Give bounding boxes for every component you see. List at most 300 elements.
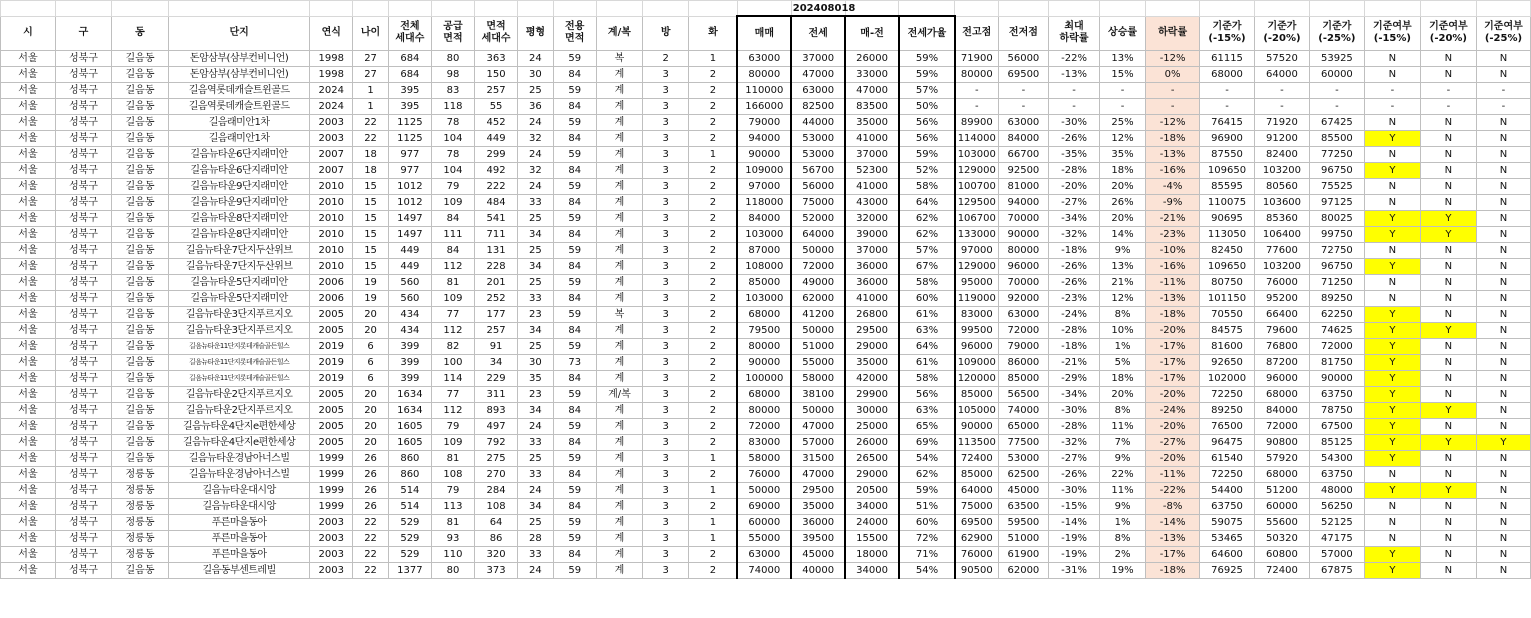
table-cell[interactable]: 76500 — [1200, 419, 1255, 435]
table-cell[interactable]: 72000 — [737, 419, 791, 435]
table-cell[interactable]: - — [1049, 99, 1100, 115]
table-cell[interactable]: 계 — [596, 179, 642, 195]
table-cell[interactable]: 83 — [431, 83, 474, 99]
table-cell[interactable]: 35000 — [845, 115, 899, 131]
table-cell[interactable]: 228 — [475, 259, 518, 275]
table-cell[interactable]: 성북구 — [55, 131, 111, 147]
table-cell[interactable]: N — [1364, 275, 1420, 291]
table-cell[interactable]: 2 — [689, 243, 737, 259]
table-cell[interactable]: 79000 — [998, 339, 1049, 355]
table-cell[interactable]: 84 — [553, 67, 596, 83]
table-cell[interactable]: 성북구 — [55, 387, 111, 403]
table-cell[interactable]: 67% — [899, 259, 955, 275]
table-cell[interactable]: -10% — [1146, 243, 1200, 259]
table-cell[interactable]: 3 — [643, 563, 689, 579]
table-cell[interactable]: 52% — [899, 163, 955, 179]
table-cell[interactable]: 1125 — [388, 115, 431, 131]
table-cell[interactable]: 1634 — [388, 387, 431, 403]
table-cell[interactable]: 33000 — [845, 67, 899, 83]
table-cell[interactable]: 서울 — [1, 147, 56, 163]
table-cell[interactable]: 43000 — [845, 195, 899, 211]
table-cell[interactable]: 길음동 — [111, 323, 168, 339]
table-cell[interactable]: 복 — [596, 307, 642, 323]
table-cell[interactable]: N — [1476, 355, 1530, 371]
table-cell[interactable]: 1 — [353, 83, 389, 99]
table-cell[interactable]: Y — [1364, 355, 1420, 371]
table-cell[interactable]: 서울 — [1, 451, 56, 467]
table-cell[interactable]: 35000 — [791, 499, 845, 515]
table-cell[interactable]: -22% — [1049, 51, 1100, 67]
table-cell[interactable]: 81600 — [1200, 339, 1255, 355]
table-cell[interactable]: 79600 — [1254, 323, 1309, 339]
table-cell[interactable]: 3 — [643, 67, 689, 83]
table-cell[interactable]: 72000 — [1309, 339, 1364, 355]
table-cell[interactable]: 6 — [353, 371, 389, 387]
table-cell[interactable]: 70000 — [998, 275, 1049, 291]
table-cell[interactable]: 33 — [518, 467, 554, 483]
table-cell[interactable]: 492 — [475, 163, 518, 179]
table-cell[interactable]: 19 — [353, 275, 389, 291]
table-cell[interactable]: 1 — [689, 483, 737, 499]
table-cell[interactable]: 80025 — [1309, 211, 1364, 227]
table-cell[interactable]: 399 — [388, 339, 431, 355]
complex-name-cell[interactable]: 길음뉴타운11단지롯데캐슬골든힐스 — [169, 371, 310, 387]
table-cell[interactable]: 63000 — [998, 115, 1049, 131]
table-cell[interactable]: -18% — [1146, 563, 1200, 579]
table-cell[interactable]: 75000 — [791, 195, 845, 211]
complex-name-cell[interactable]: 길음뉴타운7단지두산위브 — [169, 243, 310, 259]
table-cell[interactable]: 서울 — [1, 355, 56, 371]
table-cell[interactable]: 64000 — [791, 227, 845, 243]
table-cell[interactable]: 112 — [431, 259, 474, 275]
table-cell[interactable]: 83000 — [737, 435, 791, 451]
complex-name-cell[interactable]: 길음뉴타운11단지롯데캐슬골든힐스 — [169, 339, 310, 355]
table-cell[interactable]: 60% — [899, 515, 955, 531]
table-cell[interactable]: 1605 — [388, 419, 431, 435]
table-cell[interactable]: 12% — [1099, 291, 1145, 307]
table-cell[interactable]: 15 — [353, 227, 389, 243]
table-cell[interactable]: 84 — [553, 371, 596, 387]
complex-name-cell[interactable]: 길음뉴타운11단지롯데캐슬골든힐스 — [169, 355, 310, 371]
table-cell[interactable]: 129000 — [955, 163, 998, 179]
table-cell[interactable]: 118000 — [737, 195, 791, 211]
table-cell[interactable]: 514 — [388, 483, 431, 499]
table-cell[interactable]: 20 — [353, 323, 389, 339]
table-cell[interactable]: 529 — [388, 531, 431, 547]
table-cell[interactable]: 길음동 — [111, 291, 168, 307]
table-cell[interactable]: 45000 — [998, 483, 1049, 499]
table-cell[interactable]: N — [1364, 499, 1420, 515]
table-cell[interactable]: 정릉동 — [111, 515, 168, 531]
table-cell[interactable]: Y — [1420, 211, 1476, 227]
table-cell[interactable]: 서울 — [1, 115, 56, 131]
table-cell[interactable]: 13% — [1099, 51, 1145, 67]
table-cell[interactable]: N — [1476, 131, 1530, 147]
table-cell[interactable]: - — [1420, 83, 1476, 99]
table-cell[interactable]: 3 — [643, 195, 689, 211]
table-cell[interactable]: 성북구 — [55, 355, 111, 371]
table-cell[interactable]: 33 — [518, 195, 554, 211]
column-header[interactable]: 상승률 — [1099, 16, 1145, 51]
table-cell[interactable]: -20% — [1146, 451, 1200, 467]
table-cell[interactable]: 87550 — [1200, 147, 1255, 163]
blank-cell[interactable] — [899, 1, 955, 17]
complex-name-cell[interactable]: 길음뉴타운9단지래미안 — [169, 179, 310, 195]
table-cell[interactable]: N — [1476, 515, 1530, 531]
table-cell[interactable]: 서울 — [1, 323, 56, 339]
table-cell[interactable]: 정릉동 — [111, 467, 168, 483]
blank-cell[interactable] — [1476, 1, 1530, 17]
table-cell[interactable]: 계 — [596, 467, 642, 483]
table-cell[interactable]: 62250 — [1309, 307, 1364, 323]
table-cell[interactable]: 82450 — [1200, 243, 1255, 259]
table-cell[interactable]: 860 — [388, 467, 431, 483]
table-cell[interactable]: 35 — [518, 371, 554, 387]
table-cell[interactable]: 87200 — [1254, 355, 1309, 371]
complex-name-cell[interactable]: 길음뉴타운4단지e편한세상 — [169, 419, 310, 435]
table-cell[interactable]: 25 — [518, 339, 554, 355]
table-cell[interactable]: N — [1420, 467, 1476, 483]
table-cell[interactable]: 2 — [689, 339, 737, 355]
table-cell[interactable]: 177 — [475, 307, 518, 323]
table-cell[interactable]: 1999 — [310, 483, 353, 499]
table-cell[interactable]: 83000 — [955, 307, 998, 323]
table-cell[interactable]: 63% — [899, 403, 955, 419]
table-cell[interactable]: N — [1420, 67, 1476, 83]
table-cell[interactable]: 길음동 — [111, 99, 168, 115]
table-cell[interactable]: 55600 — [1254, 515, 1309, 531]
table-cell[interactable]: 성북구 — [55, 499, 111, 515]
table-cell[interactable]: 100 — [431, 355, 474, 371]
blank-cell[interactable] — [1254, 1, 1309, 17]
table-cell[interactable]: 76800 — [1254, 339, 1309, 355]
table-cell[interactable]: 111 — [431, 227, 474, 243]
table-cell[interactable]: 72750 — [1309, 243, 1364, 259]
table-cell[interactable]: 20% — [1099, 179, 1145, 195]
table-cell[interactable]: 34 — [518, 259, 554, 275]
table-cell[interactable]: 2 — [689, 387, 737, 403]
table-cell[interactable]: 2 — [689, 195, 737, 211]
table-cell[interactable]: 61115 — [1200, 51, 1255, 67]
table-cell[interactable]: 55000 — [791, 355, 845, 371]
table-cell[interactable]: 270 — [475, 467, 518, 483]
table-cell[interactable]: 129500 — [955, 195, 998, 211]
table-cell[interactable]: N — [1364, 243, 1420, 259]
table-cell[interactable]: 71900 — [955, 51, 998, 67]
blank-cell[interactable] — [1099, 1, 1145, 17]
column-header[interactable]: 기준가 (-20%) — [1254, 16, 1309, 51]
table-cell[interactable]: 72000 — [1254, 419, 1309, 435]
table-cell[interactable]: 성북구 — [55, 531, 111, 547]
table-cell[interactable]: 77250 — [1309, 147, 1364, 163]
table-cell[interactable]: 1 — [689, 531, 737, 547]
table-cell[interactable]: 257 — [475, 323, 518, 339]
table-cell[interactable]: 26000 — [845, 51, 899, 67]
table-cell[interactable]: 길음동 — [111, 563, 168, 579]
table-cell[interactable]: 성북구 — [55, 483, 111, 499]
table-cell[interactable]: 2019 — [310, 355, 353, 371]
table-cell[interactable]: 23 — [518, 387, 554, 403]
table-cell[interactable]: 85000 — [737, 275, 791, 291]
table-cell[interactable]: 90000 — [955, 419, 998, 435]
table-cell[interactable]: 53465 — [1200, 531, 1255, 547]
table-cell[interactable]: 71250 — [1309, 275, 1364, 291]
column-header[interactable]: 매매 — [737, 16, 791, 51]
complex-name-cell[interactable]: 푸른마을동아 — [169, 531, 310, 547]
table-cell[interactable]: 792 — [475, 435, 518, 451]
table-cell[interactable]: 60000 — [1254, 499, 1309, 515]
table-cell[interactable]: 72400 — [955, 451, 998, 467]
table-cell[interactable]: -18% — [1049, 339, 1100, 355]
table-cell[interactable]: 계 — [596, 83, 642, 99]
table-cell[interactable]: 25% — [1099, 115, 1145, 131]
table-cell[interactable]: - — [1309, 83, 1364, 99]
table-cell[interactable]: 32000 — [845, 211, 899, 227]
table-cell[interactable]: 62500 — [998, 467, 1049, 483]
table-cell[interactable]: 3 — [643, 179, 689, 195]
blank-cell[interactable] — [998, 1, 1049, 17]
table-cell[interactable]: 25 — [518, 83, 554, 99]
table-cell[interactable]: 25 — [518, 451, 554, 467]
table-cell[interactable]: - — [955, 99, 998, 115]
table-cell[interactable]: 24 — [518, 419, 554, 435]
table-cell[interactable]: N — [1476, 387, 1530, 403]
table-cell[interactable]: N — [1420, 371, 1476, 387]
table-cell[interactable]: 1605 — [388, 435, 431, 451]
table-cell[interactable]: -14% — [1049, 515, 1100, 531]
table-cell[interactable]: 계 — [596, 371, 642, 387]
table-cell[interactable]: -24% — [1146, 403, 1200, 419]
column-header[interactable]: 화 — [689, 16, 737, 51]
blank-cell[interactable] — [1420, 1, 1476, 17]
table-cell[interactable]: 서울 — [1, 563, 56, 579]
table-cell[interactable]: -24% — [1049, 307, 1100, 323]
table-cell[interactable]: 70000 — [998, 211, 1049, 227]
table-cell[interactable]: 계 — [596, 227, 642, 243]
column-header[interactable]: 전체 세대수 — [388, 16, 431, 51]
table-cell[interactable]: 성북구 — [55, 99, 111, 115]
table-cell[interactable]: -26% — [1049, 275, 1100, 291]
table-cell[interactable]: N — [1420, 419, 1476, 435]
table-cell[interactable]: 2010 — [310, 227, 353, 243]
table-cell[interactable]: 2024 — [310, 99, 353, 115]
table-cell[interactable]: 58% — [899, 275, 955, 291]
table-cell[interactable]: 98 — [431, 67, 474, 83]
table-cell[interactable]: 15 — [353, 195, 389, 211]
complex-name-cell[interactable]: 길음뉴타운5단지래미안 — [169, 275, 310, 291]
table-cell[interactable]: 2006 — [310, 275, 353, 291]
table-cell[interactable]: 61900 — [998, 547, 1049, 563]
table-cell[interactable]: 3 — [643, 339, 689, 355]
table-cell[interactable]: 50000 — [791, 243, 845, 259]
table-cell[interactable]: 1999 — [310, 451, 353, 467]
table-cell[interactable]: -13% — [1049, 67, 1100, 83]
table-cell[interactable]: 114 — [431, 371, 474, 387]
table-cell[interactable]: 길음동 — [111, 51, 168, 67]
table-cell[interactable]: 65% — [899, 419, 955, 435]
table-cell[interactable]: 1 — [689, 147, 737, 163]
table-cell[interactable]: 62% — [899, 227, 955, 243]
table-cell[interactable]: -21% — [1146, 211, 1200, 227]
table-cell[interactable]: -18% — [1146, 131, 1200, 147]
table-cell[interactable]: Y — [1420, 403, 1476, 419]
table-cell[interactable]: 65000 — [998, 419, 1049, 435]
table-cell[interactable]: 80000 — [737, 403, 791, 419]
table-cell[interactable]: 1998 — [310, 51, 353, 67]
table-cell[interactable]: 79 — [431, 179, 474, 195]
table-cell[interactable]: 25 — [518, 275, 554, 291]
table-cell[interactable]: 67425 — [1309, 115, 1364, 131]
table-cell[interactable]: -31% — [1049, 563, 1100, 579]
column-header[interactable]: 구 — [55, 16, 111, 51]
table-cell[interactable]: 정릉동 — [111, 499, 168, 515]
table-cell[interactable]: N — [1364, 51, 1420, 67]
table-cell[interactable]: 59 — [553, 515, 596, 531]
table-cell[interactable]: N — [1420, 339, 1476, 355]
column-header[interactable]: 계/복 — [596, 16, 642, 51]
table-cell[interactable]: 72400 — [1254, 563, 1309, 579]
table-cell[interactable]: 50320 — [1254, 531, 1309, 547]
table-cell[interactable]: 계 — [596, 547, 642, 563]
table-cell[interactable]: 50000 — [737, 483, 791, 499]
table-cell[interactable]: N — [1420, 355, 1476, 371]
table-cell[interactable]: N — [1476, 467, 1530, 483]
table-cell[interactable]: 109000 — [737, 163, 791, 179]
complex-name-cell[interactable]: 돈암삼부(삼부컨비니언) — [169, 51, 310, 67]
table-cell[interactable]: 6 — [353, 355, 389, 371]
table-cell[interactable]: 82 — [431, 339, 474, 355]
table-cell[interactable]: N — [1476, 163, 1530, 179]
table-cell[interactable]: N — [1476, 275, 1530, 291]
table-cell[interactable]: 47175 — [1309, 531, 1364, 547]
table-cell[interactable]: 75000 — [955, 499, 998, 515]
table-cell[interactable]: 110 — [431, 547, 474, 563]
table-cell[interactable]: 67875 — [1309, 563, 1364, 579]
table-cell[interactable]: 90000 — [737, 355, 791, 371]
table-cell[interactable]: 5% — [1099, 355, 1145, 371]
table-cell[interactable]: 계 — [596, 499, 642, 515]
table-cell[interactable]: 32 — [518, 163, 554, 179]
table-cell[interactable]: 계 — [596, 195, 642, 211]
table-cell[interactable]: 51% — [899, 499, 955, 515]
table-cell[interactable]: -13% — [1146, 291, 1200, 307]
table-cell[interactable]: 96000 — [998, 259, 1049, 275]
table-cell[interactable]: N — [1420, 291, 1476, 307]
table-cell[interactable]: 성북구 — [55, 451, 111, 467]
table-cell[interactable]: 1125 — [388, 131, 431, 147]
table-cell[interactable]: 67500 — [1309, 419, 1364, 435]
table-cell[interactable]: Y — [1364, 323, 1420, 339]
table-cell[interactable]: 50000 — [791, 323, 845, 339]
column-header[interactable]: 전용 면적 — [553, 16, 596, 51]
table-cell[interactable]: 55 — [475, 99, 518, 115]
table-cell[interactable]: 2 — [689, 547, 737, 563]
table-cell[interactable]: 26 — [353, 467, 389, 483]
table-cell[interactable]: 2 — [689, 419, 737, 435]
table-cell[interactable]: 3 — [643, 531, 689, 547]
table-cell[interactable]: 59 — [553, 451, 596, 467]
table-cell[interactable]: 59 — [553, 51, 596, 67]
complex-name-cell[interactable]: 길음역롯데캐슬트윈골드 — [169, 99, 310, 115]
table-cell[interactable]: 119000 — [955, 291, 998, 307]
table-cell[interactable]: 서울 — [1, 163, 56, 179]
table-cell[interactable]: 893 — [475, 403, 518, 419]
table-cell[interactable]: -17% — [1146, 355, 1200, 371]
table-cell[interactable]: 22 — [353, 531, 389, 547]
table-cell[interactable]: 81 — [431, 275, 474, 291]
table-cell[interactable]: 11% — [1099, 419, 1145, 435]
table-cell[interactable]: 길음동 — [111, 243, 168, 259]
table-cell[interactable]: 서울 — [1, 387, 56, 403]
table-cell[interactable]: 길음동 — [111, 195, 168, 211]
blank-cell[interactable] — [1, 1, 56, 17]
table-cell[interactable]: 3 — [643, 467, 689, 483]
table-cell[interactable]: 104 — [431, 163, 474, 179]
table-cell[interactable]: 2 — [689, 323, 737, 339]
table-cell[interactable]: - — [1146, 99, 1200, 115]
table-cell[interactable]: 7% — [1099, 435, 1145, 451]
table-cell[interactable]: 76000 — [737, 467, 791, 483]
table-cell[interactable]: N — [1420, 131, 1476, 147]
table-cell[interactable]: 113 — [431, 499, 474, 515]
table-cell[interactable]: 70550 — [1200, 307, 1255, 323]
table-cell[interactable]: 103200 — [1254, 259, 1309, 275]
table-cell[interactable]: 정릉동 — [111, 547, 168, 563]
table-cell[interactable]: -12% — [1146, 115, 1200, 131]
column-header[interactable]: 기준가 (-25%) — [1309, 16, 1364, 51]
column-header[interactable]: 전저점 — [998, 16, 1049, 51]
table-cell[interactable]: -28% — [1049, 323, 1100, 339]
table-cell[interactable]: - — [1420, 99, 1476, 115]
table-cell[interactable]: 1012 — [388, 195, 431, 211]
table-cell[interactable]: 80000 — [955, 67, 998, 83]
table-cell[interactable]: 2003 — [310, 115, 353, 131]
table-cell[interactable]: 3 — [643, 115, 689, 131]
table-cell[interactable]: 82500 — [791, 99, 845, 115]
table-cell[interactable]: 79500 — [737, 323, 791, 339]
table-cell[interactable]: 서울 — [1, 227, 56, 243]
table-cell[interactable]: 103200 — [1254, 163, 1309, 179]
table-cell[interactable]: 58% — [899, 371, 955, 387]
table-cell[interactable]: 3 — [643, 275, 689, 291]
table-cell[interactable]: 71920 — [1254, 115, 1309, 131]
table-cell[interactable]: 95000 — [955, 275, 998, 291]
table-cell[interactable]: 1497 — [388, 211, 431, 227]
table-cell[interactable]: 3 — [643, 483, 689, 499]
table-cell[interactable]: 39000 — [845, 227, 899, 243]
table-cell[interactable]: 53925 — [1309, 51, 1364, 67]
table-cell[interactable]: - — [1476, 99, 1530, 115]
table-cell[interactable]: 61540 — [1200, 451, 1255, 467]
table-cell[interactable]: 길음동 — [111, 179, 168, 195]
table-cell[interactable]: 54300 — [1309, 451, 1364, 467]
table-cell[interactable]: N — [1420, 531, 1476, 547]
table-cell[interactable]: 2 — [689, 259, 737, 275]
table-cell[interactable]: 84 — [431, 243, 474, 259]
table-cell[interactable]: 56500 — [998, 387, 1049, 403]
column-header[interactable]: 나이 — [353, 16, 389, 51]
table-cell[interactable]: 201 — [475, 275, 518, 291]
table-cell[interactable]: 100700 — [955, 179, 998, 195]
table-cell[interactable]: 53000 — [998, 451, 1049, 467]
table-cell[interactable]: -13% — [1146, 531, 1200, 547]
table-cell[interactable]: 2007 — [310, 163, 353, 179]
table-cell[interactable]: 2003 — [310, 515, 353, 531]
table-cell[interactable]: 길음동 — [111, 211, 168, 227]
table-cell[interactable]: -26% — [1049, 131, 1100, 147]
table-cell[interactable]: 96750 — [1309, 259, 1364, 275]
table-cell[interactable]: N — [1476, 451, 1530, 467]
